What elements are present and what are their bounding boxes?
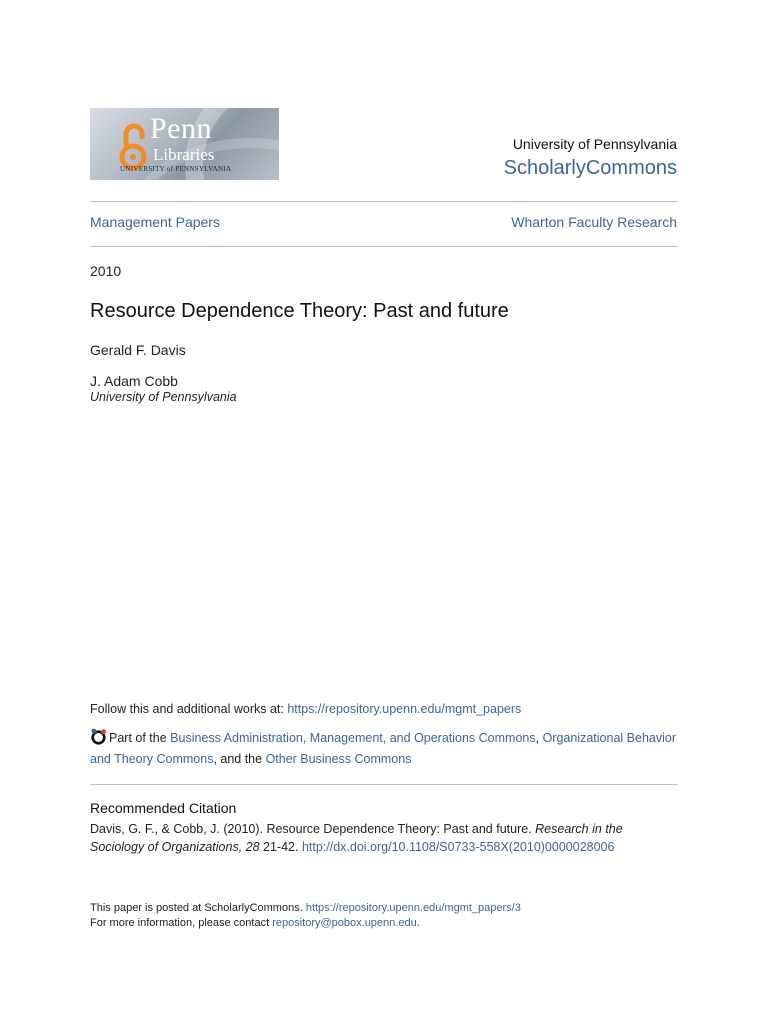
- citation-pages: 21-42.: [259, 840, 302, 854]
- follow-label: Follow this and additional works at:: [90, 702, 288, 716]
- collection-url-link[interactable]: https://repository.upenn.edu/mgmt_papers: [287, 702, 522, 716]
- org-behavior-commons-link[interactable]: Organizational Behavior and Theory Commons: [90, 731, 676, 766]
- divider: [90, 201, 678, 202]
- footer-posted-text: This paper is posted at ScholarlyCommons.: [90, 902, 306, 914]
- citation-text: [90, 820, 680, 856]
- follow-line: [90, 702, 521, 716]
- publication-year: 2010: [90, 263, 122, 279]
- management-papers-link[interactable]: Management Papers: [90, 214, 220, 230]
- footer-line: [90, 901, 521, 916]
- logo-university-text: UNIVERSITY of PENNSYLVANIA: [120, 165, 232, 173]
- footer-period: .: [416, 917, 420, 929]
- divider: [90, 246, 678, 247]
- footer: [90, 901, 521, 931]
- logo-penn-text: Penn: [150, 112, 212, 145]
- scholarlycommons-link[interactable]: ScholarlyCommons: [503, 157, 677, 179]
- business-admin-commons-link[interactable]: Business Administration, Management, and Operations Commons: [170, 731, 536, 745]
- part-of-commons: [90, 728, 682, 770]
- doi-link[interactable]: http://dx.doi.org/10.1108/S0733-558X(2010)0000028006: [301, 840, 615, 854]
- author-name: J. Adam Cobb: [90, 373, 178, 389]
- part-of-prefix: Part of the: [109, 731, 171, 745]
- citation-journal: Research in the Sociology of Organizations, 28: [90, 822, 623, 854]
- contact-email-link[interactable]: repository@pobox.upenn.edu: [272, 917, 417, 929]
- wharton-faculty-research-link[interactable]: Wharton Faculty Research: [511, 214, 677, 230]
- penn-libraries-logo[interactable]: [90, 108, 279, 180]
- author-name: Gerald F. Davis: [90, 342, 186, 358]
- divider: [90, 784, 678, 785]
- recommended-citation-heading: Recommended Citation: [90, 800, 237, 816]
- author-affiliation: University of Pennsylvania: [90, 390, 237, 404]
- institution-name: University of Pennsylvania: [512, 136, 677, 152]
- paper-title: Resource Dependence Theory: Past and future: [90, 300, 509, 322]
- footer-contact-text: For more information, please contact: [90, 917, 273, 929]
- commons-network-icon: [90, 728, 107, 745]
- paper-url-link[interactable]: https://repository.upenn.edu/mgmt_papers/3: [305, 902, 521, 914]
- footer-line: [90, 916, 521, 931]
- logo-libraries-text: Libraries: [153, 145, 215, 164]
- separator: , and the: [213, 752, 266, 766]
- citation-authors-title: Davis, G. F., & Cobb, J. (2010). Resource Dependence Theory: Past and future.: [90, 822, 536, 836]
- other-business-commons-link[interactable]: Other Business Commons: [265, 752, 412, 766]
- separator: ,: [535, 731, 543, 745]
